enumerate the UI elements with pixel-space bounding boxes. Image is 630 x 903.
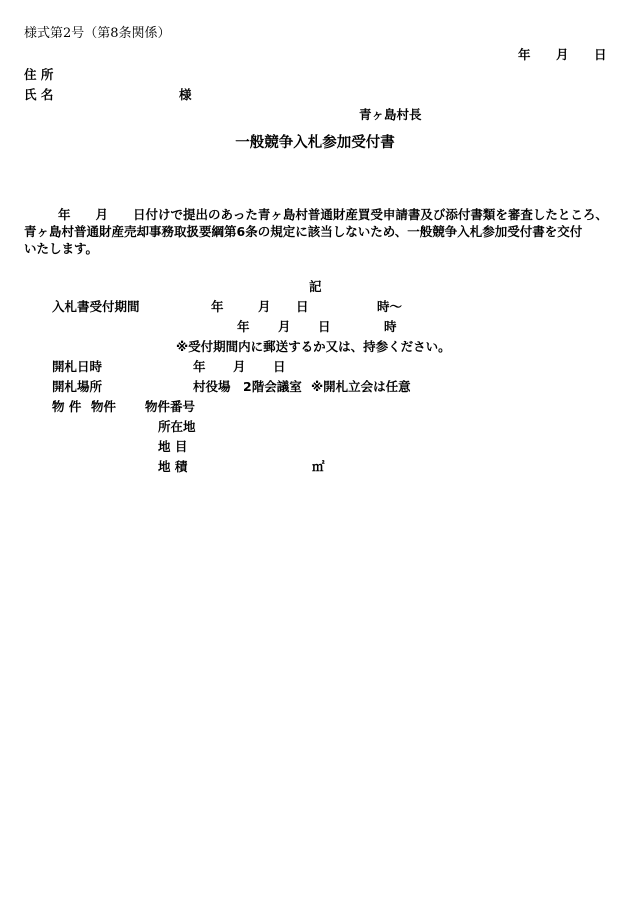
body-paragraph bbox=[24, 206, 609, 257]
bid-start-day: 日 bbox=[296, 299, 309, 314]
bid-period-label: 入札書受付期間 bbox=[52, 299, 140, 314]
ki-mark: 記 bbox=[309, 279, 322, 294]
opening-place-value: 村役場 2階会議室 bbox=[193, 379, 302, 394]
form-number: 様式第2号（第8条関係） bbox=[24, 26, 171, 41]
address-label: 住 所 bbox=[24, 67, 54, 82]
bid-period-note: ※受付期間内に郵送するか又は、持参ください。 bbox=[176, 339, 451, 354]
bid-end-day: 日 bbox=[318, 319, 331, 334]
date-day: 日 bbox=[594, 47, 607, 62]
opening-date-label: 開札日時 bbox=[52, 359, 103, 374]
opening-month: 月 bbox=[233, 359, 246, 374]
issuer: 青ヶ島村長 bbox=[359, 107, 422, 122]
property-area-unit: ㎡ bbox=[312, 459, 325, 474]
bid-end-year: 年 bbox=[237, 319, 250, 334]
date-month: 月 bbox=[556, 47, 569, 62]
bid-end-month: 月 bbox=[278, 319, 291, 334]
bid-end-hour: 時 bbox=[384, 319, 397, 334]
property-sublabel: 物件 bbox=[91, 399, 117, 414]
bid-start-hour: 時〜 bbox=[377, 299, 403, 314]
opening-year: 年 bbox=[193, 359, 206, 374]
body-line-2: 青ヶ島村普通財産売却事務取扱要綱第6条の規定に該当しないため、一般競争入札参加受付書を交付 bbox=[24, 224, 583, 239]
opening-day: 日 bbox=[273, 359, 286, 374]
bid-start-month: 月 bbox=[258, 299, 271, 314]
property-location-label: 所在地 bbox=[158, 419, 196, 434]
name-label: 氏 名 bbox=[24, 87, 54, 102]
bid-start-year: 年 bbox=[211, 299, 224, 314]
date-year: 年 bbox=[518, 47, 531, 62]
property-number-label: 物件番号 bbox=[145, 399, 196, 414]
document-title: 一般競争入札参加受付書 bbox=[235, 135, 395, 151]
honorific: 様 bbox=[179, 87, 192, 102]
body-line-3: いたします。 bbox=[24, 241, 99, 256]
opening-place-note: ※開札立会は任意 bbox=[311, 379, 411, 394]
property-area-label: 地 積 bbox=[158, 459, 188, 474]
property-label: 物 件 bbox=[52, 399, 82, 414]
opening-place-label: 開札場所 bbox=[52, 379, 103, 394]
property-land-category-label: 地 目 bbox=[158, 439, 188, 454]
body-line-1: 年 月 日付けで提出のあった青ヶ島村普通財産買受申請書及び添付書類を審査したところ、 bbox=[58, 207, 608, 222]
